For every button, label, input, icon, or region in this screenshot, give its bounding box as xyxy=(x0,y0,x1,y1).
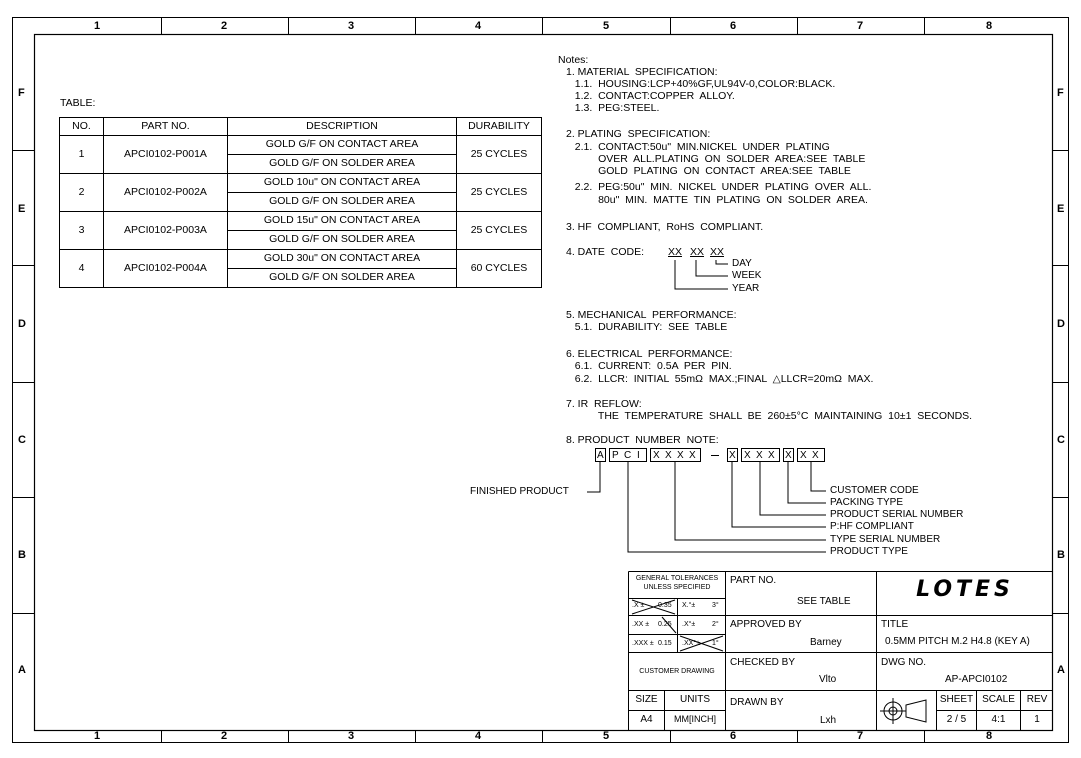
table-cell-desc: GOLD G/F ON SOLDER AREA xyxy=(269,271,415,283)
size-label: SIZE xyxy=(635,694,658,705)
note-line: 2.2. PEG:50u" MIN. NICKEL UNDER PLATING OVER ALL. xyxy=(566,181,872,193)
tolerance-angle-label: X.°± xyxy=(682,602,696,609)
note-line: 6.1. CURRENT: 0.5A PER PIN. xyxy=(566,360,732,372)
note-line: GOLD PLATING ON CONTACT AREA:SEE TABLE xyxy=(566,165,851,177)
scale-label: SCALE xyxy=(982,694,1015,705)
note-line: 1.1. HOUSING:LCP+40%GF,UL94V-0,COLOR:BLACK. xyxy=(566,78,836,90)
table-header: DESCRIPTION xyxy=(306,120,378,132)
table-header: DURABILITY xyxy=(468,120,530,132)
zone-row-label: B xyxy=(18,549,26,561)
product-code-char: X xyxy=(756,450,763,461)
date-code-field: XX xyxy=(690,246,705,258)
note-line: 5.1. DURABILITY: SEE TABLE xyxy=(566,321,728,333)
product-code-char: X xyxy=(768,450,775,461)
table-cell-desc: GOLD 30u" ON CONTACT AREA xyxy=(263,252,421,264)
zone-col-label: 8 xyxy=(986,20,993,32)
tolerance-linear-label: .X ± xyxy=(632,602,645,609)
tolerance-angle-value: 3° xyxy=(712,602,719,609)
sheet-label: SHEET xyxy=(939,694,974,705)
zone-row-label: A xyxy=(1057,664,1065,676)
tolerance-linear-label: .XXX ± xyxy=(632,640,654,647)
general-tolerances-label: GENERAL TOLERANCES xyxy=(635,575,719,582)
note-line: 1.2. CONTACT:COPPER ALLOY. xyxy=(566,90,735,102)
product-code-char: X xyxy=(785,450,792,461)
customer-drawing-label: CUSTOMER DRAWING xyxy=(639,668,715,675)
zone-row-label: F xyxy=(18,87,25,99)
finished-product-label: FINISHED PRODUCT xyxy=(470,486,569,497)
zone-col-label: 7 xyxy=(857,730,864,742)
unless-specified-label: UNLESS SPECIFIED xyxy=(643,584,711,591)
zone-col-label: 3 xyxy=(348,20,355,32)
table-cell-desc: GOLD 15u" ON CONTACT AREA xyxy=(263,214,421,226)
checked-by-label: CHECKED BY xyxy=(730,657,796,668)
zone-col-label: 6 xyxy=(730,730,737,742)
note-line: 1. MATERIAL SPECIFICATION: xyxy=(566,66,718,78)
table-cell-no: 1 xyxy=(78,148,85,160)
title-value: 0.5MM PITCH M.2 H4.8 (KEY A) xyxy=(885,636,1030,647)
date-code-field: XX xyxy=(710,246,725,258)
zone-col-label: 5 xyxy=(603,730,610,742)
product-number-label: PACKING TYPE xyxy=(830,497,903,508)
zone-row-label: C xyxy=(1057,434,1065,446)
rev-label: REV xyxy=(1026,694,1048,705)
rev-value: 1 xyxy=(1034,714,1040,725)
tolerance-linear-value: 0.25 xyxy=(658,621,672,628)
part-no-label: PART NO. xyxy=(730,575,777,586)
size-value: A4 xyxy=(640,714,653,725)
table-cell-part: APCI0102-P001A xyxy=(124,148,207,160)
tolerance-linear-value: 0.35 xyxy=(658,602,672,609)
product-number-label: TYPE SERIAL NUMBER xyxy=(830,534,941,545)
approved-by-value: Barney xyxy=(810,637,842,648)
table-cell-desc: GOLD 10u" ON CONTACT AREA xyxy=(263,176,421,188)
table-cell-part: APCI0102-P004A xyxy=(124,262,207,274)
table-cell-desc: GOLD G/F ON SOLDER AREA xyxy=(269,233,415,245)
table-caption: TABLE: xyxy=(60,97,96,109)
product-number-label: CUSTOMER CODE xyxy=(830,485,919,496)
drawn-by-value: Lxh xyxy=(820,715,837,726)
zone-row-label: A xyxy=(18,664,26,676)
note-line: 80u" MIN. MATTE TIN PLATING ON SOLDER AREA. xyxy=(566,194,868,206)
table-header: PART NO. xyxy=(141,120,190,132)
note-line: 8. PRODUCT NUMBER NOTE: xyxy=(566,434,719,446)
table-header: NO. xyxy=(72,120,91,132)
zone-col-label: 1 xyxy=(94,730,101,742)
zone-col-label: 5 xyxy=(603,20,610,32)
zone-col-label: 4 xyxy=(475,730,482,742)
table-cell-part: APCI0102-P002A xyxy=(124,186,207,198)
table-cell-desc: GOLD G/F ON CONTACT AREA xyxy=(265,138,419,150)
product-code-char: C xyxy=(624,450,632,461)
table-cell-desc: GOLD G/F ON SOLDER AREA xyxy=(269,157,415,169)
date-code-field: XX xyxy=(668,246,683,258)
note-line: 6. ELECTRICAL PERFORMANCE: xyxy=(566,348,733,360)
product-code-char: P xyxy=(612,450,619,461)
tolerance-linear-label: .XX ± xyxy=(632,621,650,628)
notes-heading: Notes: xyxy=(558,54,589,66)
product-code-char: X xyxy=(653,450,660,461)
zone-row-label: D xyxy=(1057,318,1065,330)
note-line: OVER ALL.PLATING ON SOLDER AREA:SEE TABLE xyxy=(566,153,866,165)
product-code-char: I xyxy=(637,450,640,461)
zone-col-label: 3 xyxy=(348,730,355,742)
tolerance-angle-value: 1° xyxy=(712,640,719,647)
product-code-char: X xyxy=(689,450,696,461)
note-line: 2.1. CONTACT:50u" MIN.NICKEL UNDER PLATING xyxy=(566,141,830,153)
table-cell-durability: 25 CYCLES xyxy=(470,186,528,198)
zone-col-label: 7 xyxy=(857,20,864,32)
zone-col-label: 2 xyxy=(221,730,228,742)
zone-row-label: E xyxy=(18,203,26,215)
zone-row-label: D xyxy=(18,318,26,330)
scale-value: 4:1 xyxy=(991,714,1006,725)
date-code-label: DAY xyxy=(732,258,752,269)
product-code-char: X xyxy=(800,450,807,461)
table-cell-no: 2 xyxy=(78,186,85,198)
table-cell-durability: 25 CYCLES xyxy=(470,148,528,160)
date-code-label: YEAR xyxy=(732,283,760,294)
zone-row-label: E xyxy=(1057,203,1065,215)
note-line: THE TEMPERATURE SHALL BE 260±5°C MAINTAINING 10±1 SECONDS. xyxy=(566,410,973,422)
product-number-label: PRODUCT TYPE xyxy=(830,546,908,557)
table-cell-no: 3 xyxy=(78,224,85,236)
tolerance-angle-value: 2° xyxy=(712,621,719,628)
title-label: TITLE xyxy=(881,619,909,630)
date-code-label: WEEK xyxy=(732,270,762,281)
note-line: 7. IR REFLOW: xyxy=(566,398,642,410)
sheet-value: 2 / 5 xyxy=(946,714,967,725)
note-line: 6.2. LLCR: INITIAL 55mΩ MAX.;FINAL △LLCR=20mΩ MAX. xyxy=(566,373,874,385)
product-code-char: X xyxy=(665,450,672,461)
note-line: 4. DATE CODE: xyxy=(566,246,644,258)
zone-col-label: 6 xyxy=(730,20,737,32)
approved-by-label: APPROVED BY xyxy=(730,619,802,630)
units-value: MM[INCH] xyxy=(674,714,716,724)
product-code-char: X xyxy=(744,450,751,461)
product-code-char: A xyxy=(597,450,604,461)
note-line: 5. MECHANICAL PERFORMANCE: xyxy=(566,309,737,321)
table-cell-part: APCI0102-P003A xyxy=(124,224,207,236)
product-number-label: PRODUCT SERIAL NUMBER xyxy=(830,509,964,520)
zone-row-label: C xyxy=(18,434,26,446)
dwg-no-value: AP-APCI0102 xyxy=(945,674,1008,685)
drawn-by-label: DRAWN BY xyxy=(730,697,784,708)
table-cell-desc: GOLD G/F ON SOLDER AREA xyxy=(269,195,415,207)
table-cell-no: 4 xyxy=(78,262,85,274)
company-logo: LOTES xyxy=(916,577,1014,602)
tolerance-linear-value: 0.15 xyxy=(658,640,672,647)
table-cell-durability: 25 CYCLES xyxy=(470,224,528,236)
product-code-char: X xyxy=(729,450,736,461)
dwg-no-label: DWG NO. xyxy=(881,657,926,668)
zone-row-label: F xyxy=(1057,87,1064,99)
zone-row-label: B xyxy=(1057,549,1065,561)
table-cell-durability: 60 CYCLES xyxy=(470,262,528,274)
zone-col-label: 2 xyxy=(221,20,228,32)
tolerance-angle-label: .XX°± xyxy=(682,640,700,647)
checked-by-value: Vlto xyxy=(819,674,837,685)
note-line: 3. HF COMPLIANT, RoHS COMPLIANT. xyxy=(566,221,764,233)
zone-col-label: 4 xyxy=(475,20,482,32)
tolerance-angle-label: .X°± xyxy=(682,621,696,628)
product-code-char: X xyxy=(812,450,819,461)
product-number-label: P:HF COMPLIANT xyxy=(830,521,914,532)
product-code-char: X xyxy=(677,450,684,461)
note-line: 1.3. PEG:STEEL. xyxy=(566,102,660,114)
units-label: UNITS xyxy=(680,694,710,705)
note-line: 2. PLATING SPECIFICATION: xyxy=(566,128,711,140)
zone-col-label: 8 xyxy=(986,730,993,742)
projection-symbol xyxy=(880,698,926,724)
zone-col-label: 1 xyxy=(94,20,101,32)
part-no-value: SEE TABLE xyxy=(797,596,851,607)
